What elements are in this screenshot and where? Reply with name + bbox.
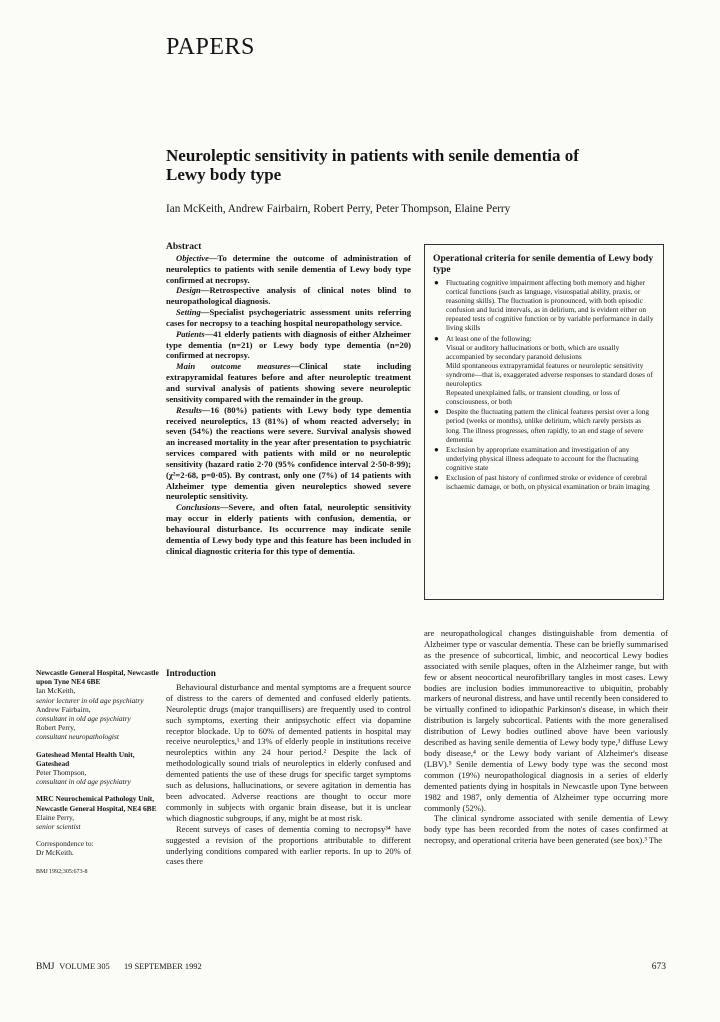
criteria-subitem: Mild spontaneous extrapyramidal features or neuroleptic sensitivity syndrome—that is, exaggerated adverse responses to standard doses of neuroleptics [446, 360, 653, 389]
abstract-section-text: Severe, and often fatal, neuroleptic sensitivity may occur in elderly patients with confusion, dementia, or behavioural disturbance. Its occurrence may indicate senile dementia of Lewy body type and this feature has been included in clinical diagnostic criteria for this type of dementia. [166, 502, 411, 556]
body-paragraph: Recent surveys of cases of dementia coming to necropsy³⁴ have suggested a revision of the proportions attributable to different underlying conditions compared with earlier reports. In up to 20% of cases there [166, 823, 411, 867]
criteria-list [433, 278, 655, 491]
criteria-item-text: At least one of the following: [446, 333, 532, 343]
abstract-section-label: Objective [176, 252, 209, 263]
criteria-box-title: Operational criteria for senile dementia of Lewy body type [433, 253, 654, 275]
criteria-item-text: Exclusion of past history of confirmed stroke or evidence of cerebral ischaemic damage, or both, on physical examination or brain imaging [446, 472, 650, 492]
abstract [166, 242, 411, 556]
page-number: 673 [651, 962, 666, 972]
criteria-item [433, 407, 655, 443]
affiliation-person-role: consultant neuropathologist [36, 732, 119, 742]
bullet-icon: ● [434, 472, 439, 482]
body-paragraph: are neuropathological changes distinguishable from dementia of Alzheimer type or vascular dementia. These can be briefly summarised as the presence of subcortical, limbic, and neocortical Lewy bodies associated with senile plaques, often in the Alzheimer range, but with few or absent neocortical neurofibrillary tangles in most cases. Lewy bodies are inclusion bodies immunoreactive to ubiquitin, probably markers of neuronal distress, and have until recently been considered to be virtually confined to idiopathic Parkinson's disease, in which their distribution is largely subcortical. Patients with the more generalised distribution of Lewy bodies outlined above have been variously described as having senile dementia of Lewy body type,³ diffuse Lewy body disease,⁴ or the Lewy body variant of Alzheimer's disease (LBV).⁵ Senile dementia of Lewy body type was the second most common (19%) neuropathological diagnosis in a series of elderly demented patients dying in hospitals in Newcastle upon Tyne between 1982 and 1987, only dementia of Alzheimer type occurring more commonly (52%). [424, 628, 668, 813]
footer-volume: VOLUME 305 [59, 962, 110, 971]
citation: BMJ 1992;305:673-8 [36, 868, 88, 875]
criteria-item-text: Exclusion by appropriate examination and investigation of any underlying physical illness adequate to account for the fluctuating cognitive state [446, 444, 639, 472]
footer-journal-info [36, 962, 202, 972]
correspondence [36, 839, 162, 857]
affiliation-person-role: consultant in old age psychiatry [36, 777, 131, 787]
introduction [166, 668, 411, 867]
introduction-heading: Introduction [166, 668, 216, 678]
abstract-section: Design—Retrospective analysis of clinical notes blind to neuropathological diagnosis. [166, 285, 411, 307]
correspondence-name: Dr McKeith. [36, 848, 74, 858]
abstract-section-label: Setting [176, 307, 201, 318]
abstract-section-text: Retrospective analysis of clinical notes blind to neuropathological diagnosis. [166, 285, 411, 307]
affiliation-person-name: Ian McKeith, [36, 686, 76, 696]
body-column-right [424, 628, 668, 846]
affiliation-institution: Gateshead Mental Health Unit, Gateshead [36, 749, 135, 768]
abstract-section-text: 41 elderly patients with diagnosis of either Alzheimer type dementia (n=21) or Lewy body type dementia (n=20) confirmed at necropsy. [166, 328, 411, 361]
abstract-section-text: To determine the outcome of administration of neuroleptics to patients with senile dementia of Lewy body type confirmed at necropsy. [166, 252, 411, 285]
bullet-icon: ● [434, 278, 439, 287]
affiliation-person-role: senior lecturer in old age psychiatry [36, 695, 144, 705]
abstract-section: Patients—41 elderly patients with diagnosis of either Alzheimer type dementia (n=21) or Lewy body type dementia (n=20) confirmed at necropsy. [166, 328, 411, 361]
criteria-item [433, 473, 655, 491]
abstract-section-text: Specialist psychogeriatric assessment units referring cases for necropsy to a teaching hospital neuropathology service. [166, 307, 411, 328]
affiliation-institution: Newcastle General Hospital, Newcastle upon Tyne NE4 6BE [36, 668, 159, 687]
abstract-section: Setting—Specialist psychogeriatric assessment units referring cases for necropsy to a teaching hospital neuropathology service. [166, 307, 411, 328]
author-list: Ian McKeith, Andrew Fairbairn, Robert Perry, Peter Thompson, Elaine Perry [166, 203, 511, 215]
affiliation-person-name: Andrew Fairbairn, [36, 704, 91, 714]
affiliation-block [36, 750, 162, 787]
abstract-section-label: Results [176, 404, 202, 415]
abstract-section: Main outcome measures—Clinical state including extrapyramidal features before and after neuroleptic treatment and survival analysis of patients showing severe neuroleptic sensitivity compared with the remainder in the group. [166, 361, 411, 404]
affiliation-person-name: Peter Thompson, [36, 768, 87, 778]
abstract-section-text: 16 (80%) patients with Lewy body type dementia received neuroleptics, 13 (81%) of whom reacted adversely; in seven (54%) the reactions were severe. Survival analysis showed an increased mortality in the year after presentation to psychiatric services compared with patients with mild or no neuroleptic sensitivity (hazard ratio 2·70 (95% confidence interval 2·50-8·99); (χ²=2·68, p=0·05). By contrast, only one (7%) of 14 patients with Alzheimer type dementia given neuroleptics showed severe neuroleptic sensitivity. [166, 404, 411, 502]
criteria-item-text: Despite the fluctuating pattern the clinical features persist over a long period (weeks or months), unlike delirium, which rarely persists as long. The illness progresses, often rapidly, to an end stage of severe dementia [446, 407, 650, 444]
affiliation-block [36, 794, 162, 831]
abstract-section-label: Patients [176, 328, 205, 339]
affiliation-person-name: Robert Perry, [36, 723, 76, 733]
correspondence-label: Correspondence to: [36, 839, 94, 849]
affiliation-person-name: Elaine Perry, [36, 812, 75, 822]
abstract-section-label: Main outcome measures [176, 361, 291, 372]
affiliation-institution: MRC Neurochemical Pathology Unit, Newcastle General Hospital, NE4 6BE [36, 794, 157, 813]
criteria-item [433, 445, 655, 472]
abstract-section: Results—16 (80%) patients with Lewy body type dementia received neuroleptics, 13 (81%) of whom reacted adversely; in seven (54%) the reactions were severe. Survival analysis showed an increased mortality in the year after presentation to psychiatric services compared with patients with mild or no neuroleptic sensitivity (hazard ratio 2·70 (95% confidence interval 2·50-8·99); (χ²=2·68, p=0·05). By contrast, only one (7%) of 14 patients with Alzheimer type dementia given neuroleptics showed severe neuroleptic sensitivity. [166, 404, 411, 502]
abstract-section-text: Clinical state including extrapyramidal features before and after neuroleptic treatment and survival analysis of patients showing severe neuroleptic sensitivity compared with the remainder in the group. [166, 361, 411, 404]
bullet-icon: ● [434, 444, 439, 454]
criteria-item [433, 278, 655, 333]
abstract-section: Objective—To determine the outcome of administration of neuroleptics to patients with senile dementia of Lewy body type confirmed at necropsy. [166, 252, 411, 285]
section-label: PAPERS [166, 34, 255, 60]
criteria-box [424, 244, 664, 600]
abstract-section-label: Design [176, 285, 201, 296]
affiliations [36, 668, 162, 877]
bullet-icon: ● [434, 407, 439, 417]
abstract-section: Conclusions—Severe, and often fatal, neuroleptic sensitivity may occur in elderly patients with confusion, dementia, or behavioural disturbance. Its occurrence may indicate senile dementia of Lewy body type and this feature has been included in clinical diagnostic criteria for this type of dementia. [166, 502, 411, 556]
criteria-item-text: Fluctuating cognitive impairment affecting both memory and higher cortical functions (such as language, visuospatial ability, praxis, or reasoning skills). The fluctuation is pronounced, with both episodic confusion and lucid intervals, as in delirium, and is evident either on repeated tests of cognitive function or by variable performance in daily living skills [446, 278, 654, 333]
bullet-icon: ● [434, 333, 439, 343]
body-paragraph: The clinical syndrome associated with senile dementia of Lewy body type has been recorded from the notes of cases confirmed at necropsy, and operational criteria have been generated (see box).³ The [424, 813, 668, 846]
affiliation-person-role: senior scientist [36, 822, 81, 832]
criteria-subitem: Repeated unexplained falls, or transient clouding, or loss of consciousness, or both [446, 388, 620, 407]
criteria-subitem: Visual or auditory hallucinations or both, which are usually accompanied by secondary paranoid delusions [446, 342, 620, 361]
abstract-section-label: Conclusions [176, 502, 220, 513]
affiliation-person-role: consultant in old age psychiatry [36, 714, 131, 724]
article-title: Neuroleptic sensitivity in patients with senile dementia of Lewy body type [166, 146, 579, 184]
abstract-heading: Abstract [166, 242, 202, 252]
footer-journal: BMJ [36, 962, 55, 972]
footer-date: 19 SEPTEMBER 1992 [123, 962, 202, 971]
criteria-item [433, 334, 655, 407]
body-paragraph: Behavioural disturbance and mental symptoms are a frequent source of distress to the carers of demented and confused elderly patients. Neuroleptic drugs (major tranquillisers) are frequently used to control such symptoms, exerting their antipsychotic effect via dopamine receptor blockade. Up to 60% of demented patients in hospital may receive neuroleptics,¹ and 13% of elderly people in institutions receive neuroleptics within any 24 hour period.² Despite the lack of methodologically sound trials of neuroleptics in elderly confused and demented patients the use of these drugs for specific target symptoms such as delusions, hallucinations, or severe agitation in dementia has been advocated. Adverse reactions are thought to occur more commonly in subjects with organic brain disease, but it is unclear which diagnostic subgroups, if any, might be at most risk. [166, 681, 411, 823]
affiliation-block [36, 668, 162, 742]
